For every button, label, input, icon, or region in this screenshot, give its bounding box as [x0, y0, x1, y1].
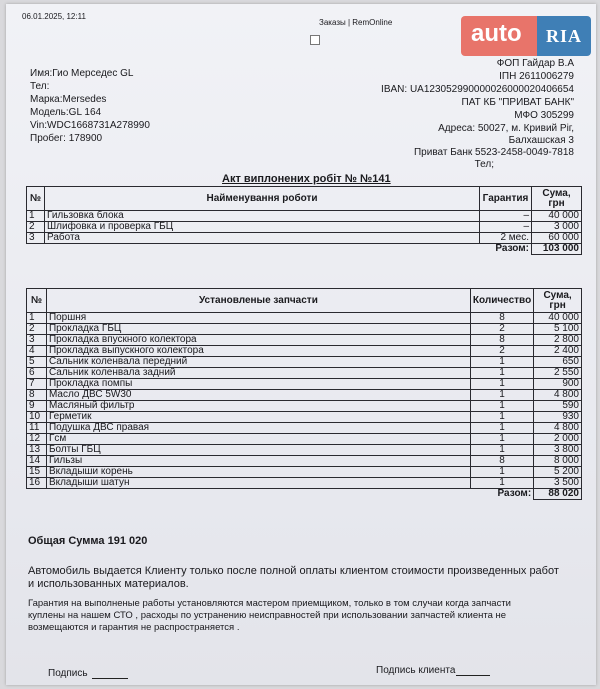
notice-payment-line2: и использованных материалов. — [28, 578, 189, 590]
works-header-name: Найменування роботи — [44, 187, 479, 211]
parts-table-row — [27, 478, 582, 489]
client-mileage: Пробег: 178900 — [30, 133, 103, 144]
part-qty-cell: 1 — [470, 412, 533, 423]
works-table-row — [27, 211, 582, 222]
part-number-cell: 8 — [27, 390, 47, 401]
work-name-cell: Шлифовка и проверка ГБЦ — [44, 222, 479, 233]
part-qty-cell: 1 — [470, 423, 533, 434]
parts-table-row — [27, 346, 582, 357]
part-qty-cell: 2 — [470, 324, 533, 335]
parts-header-number: № — [27, 289, 47, 313]
work-warranty-cell: – — [480, 211, 532, 222]
company-iban: IBAN: UA123052990000026000020406654 — [381, 84, 574, 95]
works-total-value: 103 000 — [532, 244, 582, 255]
part-sum-cell: 8 000 — [534, 456, 582, 467]
parts-table-row — [27, 335, 582, 346]
part-name-cell: Масло ДВС 5W30 — [46, 390, 470, 401]
notice-payment-line1: Автомобиль выдается Клиенту только после полной оплаты клиентом стоимости произведенных работ — [28, 565, 559, 577]
act-title: Акт виплонених робіт № №141 — [222, 173, 391, 185]
part-number-cell: 14 — [27, 456, 47, 467]
parts-table-row — [27, 467, 582, 478]
part-sum-cell: 5 200 — [534, 467, 582, 478]
part-number-cell: 10 — [27, 412, 47, 423]
part-sum-cell: 40 000 — [534, 313, 582, 324]
part-number-cell: 2 — [27, 324, 47, 335]
parts-table-row — [27, 368, 582, 379]
signature-client-line — [456, 675, 490, 676]
part-name-cell: Гсм — [46, 434, 470, 445]
parts-total-label: Разом: — [497, 488, 532, 500]
part-qty-cell: 1 — [470, 445, 533, 456]
part-number-cell: 1 — [27, 313, 47, 324]
signature-master-line — [92, 678, 128, 679]
part-name-cell: Подушка ДВС правая — [46, 423, 470, 434]
client-vin: Vin:WDC1668731A278990 — [30, 120, 150, 131]
works-total-row — [27, 244, 582, 255]
company-address-line1: Адреса: 50027, м. Кривий Ріг, — [438, 123, 574, 134]
company-ipn: ІПН 2611006279 — [499, 71, 574, 82]
notice-warranty-line3: возмещаются и гарантия не распространяется . — [28, 622, 240, 633]
part-sum-cell: 3 800 — [534, 445, 582, 456]
part-name-cell: Прокладка впускного колектора — [46, 335, 470, 346]
work-name-cell: Работа — [44, 233, 479, 244]
parts-table-row — [27, 445, 582, 456]
work-sum-cell: 3 000 — [532, 222, 582, 233]
works-header-sum: Сума, грн — [532, 187, 582, 211]
part-name-cell: Сальник коленвала задний — [46, 368, 470, 379]
grand-total: Общая Сумма 191 020 — [28, 535, 148, 547]
part-name-cell: Вкладыши шатун — [46, 478, 470, 489]
broken-image-icon — [310, 35, 320, 45]
part-sum-cell: 3 500 — [534, 478, 582, 489]
works-table — [26, 186, 582, 255]
work-warranty-cell: 2 мес. — [480, 233, 532, 244]
works-header-number: № — [27, 187, 45, 211]
work-sum-cell: 60 000 — [532, 233, 582, 244]
company-mfo: МФО 305299 — [514, 110, 574, 121]
part-sum-cell: 2 800 — [534, 335, 582, 346]
part-qty-cell: 8 — [470, 456, 533, 467]
parts-table-row — [27, 401, 582, 412]
parts-header-qty: Количество — [470, 289, 533, 313]
part-sum-cell: 2 550 — [534, 368, 582, 379]
signature-master-label: Подпись — [48, 668, 88, 679]
work-sum-cell: 40 000 — [532, 211, 582, 222]
part-qty-cell: 1 — [470, 379, 533, 390]
client-phone: Тел: — [30, 81, 50, 92]
part-number-cell: 7 — [27, 379, 47, 390]
part-sum-cell: 2 000 — [534, 434, 582, 445]
notice-warranty-line1: Гарантия на выполненые работы установляются мастером приемщиком, только в том случаи когда запчасти — [28, 598, 511, 609]
part-sum-cell: 2 400 — [534, 346, 582, 357]
work-number-cell: 1 — [27, 211, 45, 222]
part-number-cell: 4 — [27, 346, 47, 357]
part-name-cell: Болты ГБЦ — [46, 445, 470, 456]
part-qty-cell: 1 — [470, 478, 533, 489]
client-model: Модель:GL 164 — [30, 107, 102, 118]
part-name-cell: Масляный фильтр — [46, 401, 470, 412]
work-number-cell: 3 — [27, 233, 45, 244]
part-qty-cell: 1 — [470, 357, 533, 368]
part-sum-cell: 4 800 — [534, 390, 582, 401]
works-total-label: Разом: — [495, 243, 529, 255]
part-qty-cell: 1 — [470, 434, 533, 445]
part-qty-cell: 1 — [470, 368, 533, 379]
part-sum-cell: 4 800 — [534, 423, 582, 434]
parts-table-row — [27, 357, 582, 368]
part-name-cell: Прокладка ГБЦ — [46, 324, 470, 335]
work-number-cell: 2 — [27, 222, 45, 233]
part-number-cell: 6 — [27, 368, 47, 379]
part-qty-cell: 1 — [470, 467, 533, 478]
parts-table-row — [27, 412, 582, 423]
company-bank: ПАТ КБ "ПРИВАТ БАНК" — [461, 97, 574, 108]
part-number-cell: 9 — [27, 401, 47, 412]
parts-table-row — [27, 456, 582, 467]
part-sum-cell: 900 — [534, 379, 582, 390]
client-name: Имя:Гио Мерседес GL — [30, 68, 134, 79]
part-qty-cell: 1 — [470, 390, 533, 401]
parts-table — [26, 288, 582, 500]
parts-total-row — [27, 489, 582, 500]
print-datetime: 06.01.2025, 12:11 — [22, 12, 86, 21]
logo-ria-text: RIA — [537, 16, 591, 56]
part-number-cell: 3 — [27, 335, 47, 346]
parts-table-row — [27, 423, 582, 434]
parts-header-name: Установленые запчасти — [46, 289, 470, 313]
parts-table-row — [27, 324, 582, 335]
work-warranty-cell: – — [480, 222, 532, 233]
part-name-cell: Сальник коленвала передний — [46, 357, 470, 368]
part-sum-cell: 5 100 — [534, 324, 582, 335]
parts-header-sum: Сума, грн — [534, 289, 582, 313]
part-number-cell: 5 — [27, 357, 47, 368]
part-number-cell: 12 — [27, 434, 47, 445]
works-header-row — [27, 187, 582, 211]
part-sum-cell: 650 — [534, 357, 582, 368]
part-name-cell: Гильзы — [46, 456, 470, 467]
company-name: ФОП Гайдар В.А — [496, 58, 574, 69]
parts-table-row — [27, 379, 582, 390]
part-qty-cell: 1 — [470, 401, 533, 412]
company-phone: Тел; — [474, 159, 494, 170]
works-table-row — [27, 222, 582, 233]
company-address-line2: Балхашская 3 — [508, 135, 574, 146]
part-name-cell: Прокладка помпы — [46, 379, 470, 390]
part-qty-cell: 2 — [470, 346, 533, 357]
part-name-cell: Герметик — [46, 412, 470, 423]
part-number-cell: 15 — [27, 467, 47, 478]
part-sum-cell: 590 — [534, 401, 582, 412]
works-header-warranty: Гарантия — [480, 187, 532, 211]
part-qty-cell: 8 — [470, 335, 533, 346]
part-number-cell: 11 — [27, 423, 47, 434]
part-qty-cell: 8 — [470, 313, 533, 324]
notice-warranty-line2: куплены на нашем СТО , расходы по устранению неисправностей при использовании запчастей клиента не — [28, 610, 507, 621]
page-title: Заказы | RemOnline — [319, 18, 393, 27]
part-name-cell: Вкладыши корень — [46, 467, 470, 478]
company-account: Приват Банк 5523-2458-0049-7818 — [413, 147, 574, 158]
signature-client-label: Подпись клиента — [376, 665, 456, 676]
logo-auto-text: auto — [461, 16, 537, 56]
work-name-cell: Гильзовка блока — [44, 211, 479, 222]
part-name-cell: Прокладка выпускного колектора — [46, 346, 470, 357]
autoria-logo — [461, 16, 591, 56]
parts-table-row — [27, 313, 582, 324]
parts-header-row — [27, 289, 582, 313]
part-number-cell: 16 — [27, 478, 47, 489]
part-number-cell: 13 — [27, 445, 47, 456]
parts-total-value: 88 020 — [534, 489, 582, 500]
part-sum-cell: 930 — [534, 412, 582, 423]
parts-table-row — [27, 434, 582, 445]
client-brand: Марка:Mersedes — [30, 94, 107, 105]
document-sheet — [6, 4, 596, 685]
part-name-cell: Поршня — [46, 313, 470, 324]
parts-table-row — [27, 390, 582, 401]
works-table-row — [27, 233, 582, 244]
